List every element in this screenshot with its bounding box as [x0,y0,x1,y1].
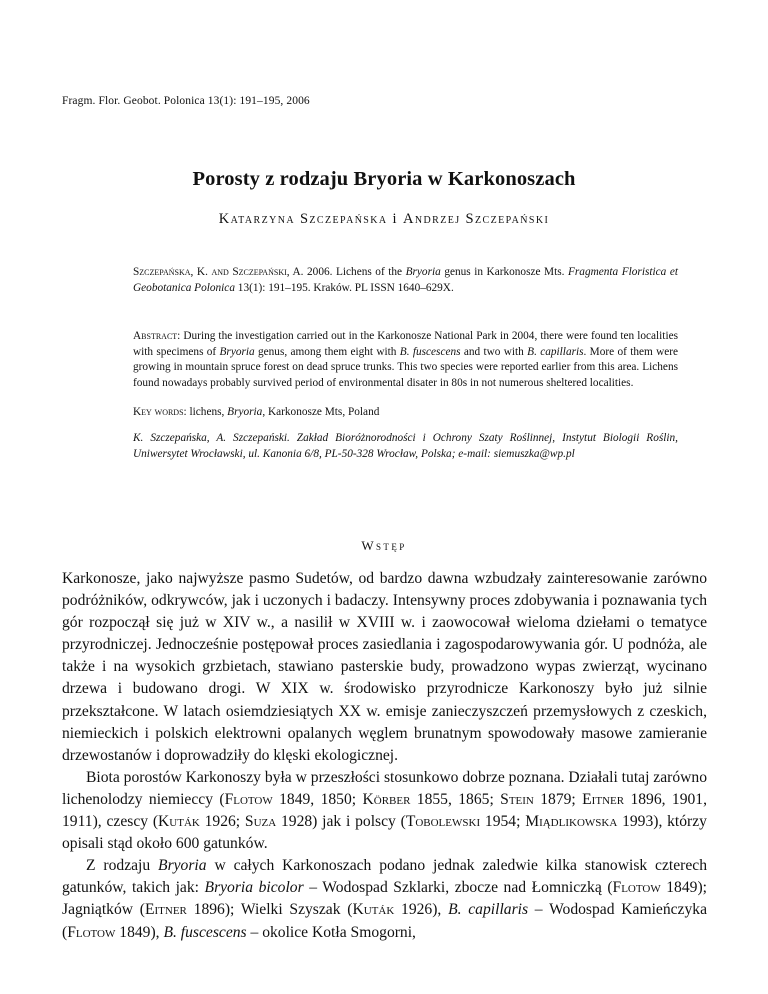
cited-author: Eitner [582,790,625,808]
cited-author: Kuták [352,901,395,919]
cited-author: Tobolewski [405,813,481,831]
citation-text: 2006. Lichens of the [307,266,403,278]
text-run: Biota porostów Karkonoszy była w przeszłości stosunkowo dobrze poznana. Działali tutaj zarówno lichenolodzy niemieccy ( [62,768,707,808]
abstract-label: Abstract: [133,330,181,342]
text-run: w całych Karkonoszach podano jednak zaledwie kilka stanowisk czterech gatunków, takich jak: [62,857,707,897]
text-run: – Wodospad Szklarki, zbocze nad Łomniczką ( [303,879,613,897]
citation-genus: Bryoria [405,266,441,278]
text-run: 1926; [199,813,245,831]
text-run: 1954; [480,813,526,831]
citation-journal: Fragmenta Floristica et Geobotanica Polonica [133,266,678,294]
citation-block [133,265,678,296]
cited-author: Flotow [67,923,116,941]
cited-author: Miądlikowska [525,813,618,831]
taxon-name: Bryoria bicolor [204,879,304,897]
text-run: 1849), [115,923,164,941]
cited-author: Eitner [144,901,187,919]
paragraph-2 [62,767,707,855]
keywords-text-2: , Karkonosze Mts, Poland [262,406,380,418]
keywords-genus: Bryoria [227,406,263,418]
text-run: 1928) jak i polscy ( [276,813,406,831]
author-line [0,211,768,228]
abstract-text-4: . More of them were growing in mountain spruce forest on dead spruce trunks. This two species were reported earlier from this area. Lichens found nowadays probably survived period of environmental disater in 80s in not numerous sheltered localities. [133,345,679,389]
text-run: Z rodzaju [86,857,159,875]
journal-header: Fragm. Flor. Geobot. Polonica 13(1): 191–195, 2006 [62,95,310,107]
article-body [62,568,707,944]
cited-author: Suza [244,813,277,831]
text-run: 1849, 1850; [272,790,363,808]
text-run: 1896, 1901, 1911), czescy ( [62,790,707,831]
citation-authors: Szczepańska, K. and Szczepański, A. [133,266,304,278]
cited-author: Körber [362,790,411,808]
text-run: 1896); Wielki Szyszak ( [186,901,353,919]
abstract-genus: Bryoria [219,345,255,358]
text-run: – Wodospad Kamieńczyka ( [62,901,707,941]
cited-author: Stein [500,790,534,808]
text-run: 1993), którzy opisali stąd około 600 gatunków. [62,813,707,853]
abstract-block [133,329,678,391]
keywords-block [133,405,678,421]
paragraph-3 [62,855,707,943]
article-title: Porosty z rodzaju Bryoria w Karkonoszach [192,168,576,190]
keywords-text: lichens, [189,406,225,418]
taxon-name: Bryoria [158,857,207,875]
taxon-name: B. capillaris [448,901,529,919]
author-first: Katarzyna Szczepańska [218,211,388,227]
taxon-name: B. fuscescens [163,923,247,941]
text-run: 1879; [533,790,583,808]
citation-details: 13(1): 191–195. Kraków. PL ISSN 1640–629X. [237,281,454,294]
paragraph-1: Karkonosze, jako najwyższe pasmo Sudetów, od bardzo dawna wzbudzały zainteresowanie zarówno podróżników, odkrywców, jak i uczonych i badaczy. Intensywny proces zdobywania i poznawania tych gór rozpoczął się już w XIV w., a nasilił w XVIII w. i zaowocował wieloma dziełami o tematyce przyrodniczej. Jednocześnie postępował proces zasiedlania i zagospodarowywania gór. U podnóża, ale także i na wysokich grzbietach, stawiano pasterskie budy, prowadzono wypas zwierząt, wycinano drzewa i budowano drogi. W XIX w. środowisko przyrodnicze Karkonoszy było już silnie przekształcone. W latach osiemdziesiątych XX w. emisje zanieczyszczeń przemysłowych z czeskich, niemieckich i polskich elektrowni opalanych węglem brunatnym spowodowały masowe zamieranie drzewostanów i doprowadziły do klęski ekologicznej. [62,570,707,764]
section-heading: Wstęp [361,538,407,553]
abstract-text-3: and two with [463,345,524,358]
text-run: 1855, 1865; [410,790,501,808]
abstract-text-2: genus, among them eight with [258,345,397,358]
author-conjunction: i [392,211,398,227]
abstract-species-2: B. capillaris [527,345,584,358]
abstract-species-1: B. fuscescens [399,345,461,358]
abstract-text: During the investigation carried out in the Karkonosze National Park in 2004, there were found ten localities with specimens of [133,330,678,358]
keywords-label: Key words: [133,406,187,418]
cited-author: Flotow [612,879,661,897]
author-second: Andrzej Szczepański [403,211,550,227]
cited-author: Flotow [224,790,273,808]
text-run: 1926), [394,901,449,919]
citation-text-2: genus in Karkonosze Mts. [444,266,565,278]
author-address: K. Szczepańska, A. Szczepański. Zakład Bioróżnorodności i Ochrony Szaty Roślinnej, Instytut Biologii Roślin, Uniwersytet Wrocławski, ul. Kanonia 6/8, PL-50-328 Wrocław, Polska; e-mail: siemuszka@wp.pl [133,432,678,460]
text-run: 1849); Jagniątków ( [62,879,707,919]
cited-author: Kuták [158,813,200,831]
text-run: – okolice Kotła Smogorni, [246,923,416,941]
